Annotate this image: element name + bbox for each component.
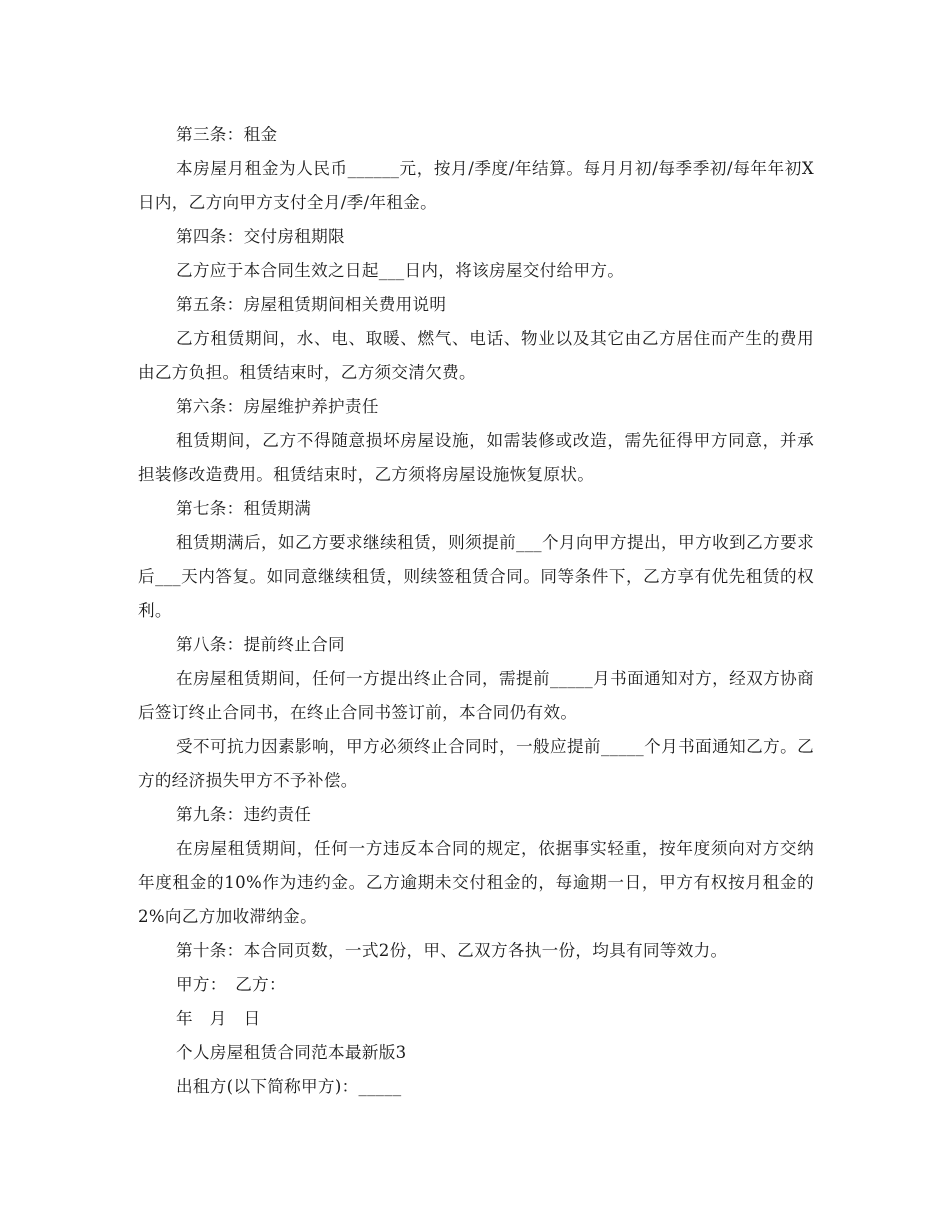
clause-8-force-majeure-text: 受不可抗力因素影响，甲方必须终止合同时，一般应提前_____个月书面通知乙方。乙方的经济损失甲方不予补偿。: [138, 737, 814, 790]
clause-5-heading: 第五条：房屋租赁期间相关费用说明: [176, 295, 447, 314]
clause-9-liability-text: 在房屋租赁期间，任何一方违反本合同的规定，依据事实轻重，按年度须向对方交纳年度租金的10%作为违约金。乙方逾期未交付租金的，每逾期一日，甲方有权按月租金的2%向乙方加收滞纳金。: [138, 839, 814, 926]
clause-7-heading: 第七条：租赁期满: [176, 499, 312, 518]
lessor-line: 出租方(以下简称甲方)：_____: [176, 1077, 402, 1096]
clause-3-heading: 第三条：租金: [176, 125, 278, 144]
signature-date: 年 月 日: [176, 1009, 261, 1028]
clause-10-text: 第十条：本合同页数，一式2份，甲、乙双方各执一份，均具有同等效力。: [176, 941, 728, 960]
clause-6-maintenance-text: 租赁期间，乙方不得随意损坏房屋设施，如需装修或改造，需先征得甲方同意，并承担装修改造费用。租赁结束时，乙方须将房屋设施恢复原状。: [138, 431, 814, 484]
clause-9-heading: 第九条：违约责任: [176, 805, 312, 824]
clause-5-fees-text: 乙方租赁期间，水、电、取暖、燃气、电话、物业以及其它由乙方居住而产生的费用由乙方负担。租赁结束时，乙方须交清欠费。: [138, 329, 814, 382]
clause-7-expiry-text: 租赁期满后，如乙方要求继续租赁，则须提前___个月向甲方提出，甲方收到乙方要求后___天内答复。如同意继续租赁，则续签租赁合同。同等条件下，乙方享有优先租赁的权利。: [138, 533, 814, 620]
signature-parties: 甲方： 乙方：: [176, 975, 286, 994]
next-contract-title: 个人房屋租赁合同范本最新版3: [176, 1043, 407, 1062]
clause-4-heading: 第四条：交付房租期限: [176, 227, 345, 246]
clause-6-heading: 第六条：房屋维护养护责任: [176, 397, 379, 416]
document-body: [138, 118, 814, 1104]
clause-8-termination-text: 在房屋租赁期间，任何一方提出终止合同，需提前_____月书面通知对方，经双方协商后签订终止合同书，在终止合同书签订前，本合同仍有效。: [138, 669, 814, 722]
clause-8-heading: 第八条：提前终止合同: [176, 635, 345, 654]
clause-3-rent-text: 本房屋月租金为人民币______元，按月/季度/年结算。每月月初/每季季初/每年年初X日内，乙方向甲方支付全月/季/年租金。: [138, 159, 814, 212]
clause-4-delivery-text: 乙方应于本合同生效之日起___日内，将该房屋交付给甲方。: [176, 261, 625, 280]
